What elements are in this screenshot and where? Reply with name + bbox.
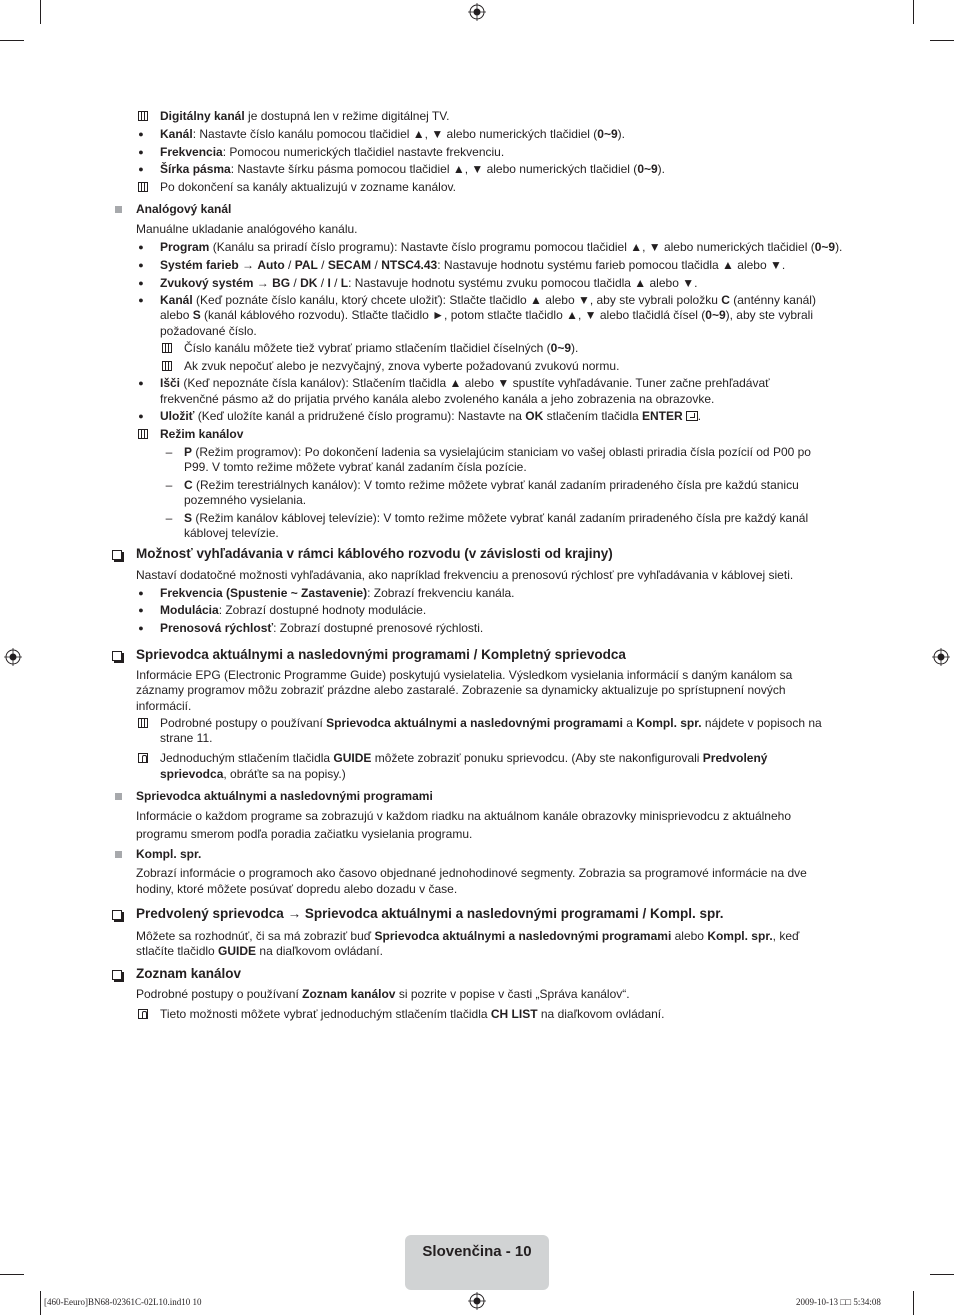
text-line [160,602,426,618]
text-run: P99. V tomto režime môžete vybrať kanál zadaním čísla pozície. [184,460,527,474]
text-run: je dostupná len v režime digitálnej TV. [244,109,450,123]
text-run: strane 11. [160,731,213,745]
bold-text: Modulácia [160,603,219,617]
bold-text: NTSC4.43 [381,258,438,272]
text-line [136,928,799,944]
text-line [160,323,257,339]
text-run: Informácie o každom programe sa zobrazujú v každom riadku na aktuálnom kanále obrazovky minisprievodcu z aktuálneho [136,809,792,823]
text-line [184,444,811,460]
remote-button-icon [138,1009,148,1019]
dash-marker: – [165,445,173,459]
text-run: Číslo kanálu môžete tiež vybrať priamo stlačením tlačidiel číselných ( [184,341,551,355]
text-run: / [371,258,382,272]
bold-text: Kompl. spr. [636,716,702,730]
text-run: Zobrazí informácie o programoch ako časovo objednané jednohodinové segmenty. Zobrazia sa programové informácie na dve [136,866,807,880]
subsection-heading [136,788,433,804]
bold-text: I [327,276,331,290]
text-run: → [238,258,258,272]
bullet-icon: ● [138,260,144,270]
text-run: : Pomocou numerických tlačidiel nastavte frekvenciu. [222,145,505,159]
registration-mark-icon [468,1292,486,1310]
bold-text: Auto [257,258,285,272]
bullet-icon: ● [138,295,144,305]
bold-text: ENTER [642,409,683,423]
page-number-tab [405,1235,549,1290]
text-run: Podrobné postupy o používaní [136,987,303,1001]
text-line [136,986,630,1002]
bold-text: DK [300,276,318,290]
bold-text: S [192,308,201,322]
text-run: stlačením tlačidla [543,409,643,423]
bold-text: GUIDE [333,751,372,765]
text-run: Podrobné postupy o používaní [160,716,327,730]
text-run: : Zobrazí dostupné prenosové rýchlosti. [273,621,484,635]
bold-text: Kanál [160,127,193,141]
bold-text: Sprievodca aktuálnymi a nasledovnými programami [136,789,433,803]
subsection-heading [136,201,231,217]
section-heading [136,966,241,982]
bold-text: Predvolený [702,751,768,765]
crop-mark [930,40,954,41]
bold-text: Sprievodca aktuálnymi a nasledovnými programami [374,929,672,943]
text-run: Tieto možnosti môžete vybrať jednoduchým stlačením tlačidla [160,1007,491,1021]
punctuation: . [697,409,702,423]
text-run: : Nastavuje hodnotu systému zvuku pomocou tlačidla ▲ alebo ▼. [348,276,698,290]
text-run: nájdete v popisoch na [701,716,822,730]
bold-text: PAL [294,258,318,272]
text-run: frekvenčné pásmo až do prijatia prvého kanála alebo zvoleného kanála a jeho zobrazenia na obrazovke. [160,392,715,406]
text-run: alebo [671,929,708,943]
text-line [184,459,527,475]
text-run: → [253,276,273,290]
bold-text: Šírka pásma [160,162,231,176]
bold-text: Predvolený sprievodca [136,906,284,921]
text-line [160,408,701,424]
text-line [136,865,807,881]
square-bullet-icon [115,206,122,213]
bullet-icon: ● [138,623,144,633]
bold-text: Uložiť [160,409,195,423]
text-line [184,525,279,541]
text-run: / [330,276,341,290]
subsection-heading [136,846,201,862]
registration-mark-icon [468,3,486,21]
text-run: : Zobrazí dostupné hodnoty modulácie. [218,603,427,617]
crop-mark [913,0,914,24]
dash-marker: – [165,511,173,525]
text-run: alebo [160,308,193,322]
text-run: Informácie EPG (Electronic Programme Guide) poskytujú vysielatelia. Výsledkom vysielania informácií s daným kanálom sa [136,668,793,682]
text-run: a [622,716,637,730]
text-line [160,108,450,124]
bold-text: Program [160,240,210,254]
bold-text: GUIDE [218,944,257,958]
bullet-icon: ● [138,411,144,421]
page-number-label: Slovenčina - 10 [422,1243,532,1260]
text-line [160,1006,664,1022]
bold-text: P [184,445,193,459]
bullet-icon: ● [138,588,144,598]
text-run: (Keď nepoznáte čísla kanálov): Stlačením tlačidla ▲ alebo ▼ spustíte vyhľadávanie. Tuner začne prehľadávať [180,376,770,390]
text-line [160,292,816,308]
text-run: pozemného vysielania. [184,493,307,507]
bold-text: Frekvencia [160,145,223,159]
crop-mark [40,0,41,24]
registration-mark-icon [4,648,22,666]
text-run: : Nastavuje hodnotu systému farieb pomocou tlačidla ▲ alebo ▼. [437,258,786,272]
section-heading [136,906,723,922]
text-line [136,567,793,583]
bold-text: C [184,478,193,492]
bold-text: Sprievodca aktuálnymi a nasledovnými programami / Kompletný sprievodca [136,647,626,662]
text-run: (kanál káblového rozvodu). Stlačte tlačidlo ►, potom stlačte tlačidlo ▲, ▼ alebo tlačidlá čísel ( [200,308,706,322]
text-line [136,943,383,959]
text-run: (Režim terestriálnych kanálov): V tomto režime môžete vybrať kanál zadaním priradeného čísla pre každú stanicu [192,478,799,492]
text-run: programu smerom podľa poradia začiatku vysielania programu. [136,827,473,841]
text-run: na diaľkovom ovládaní. [537,1007,665,1021]
section-checkbox-icon [112,970,122,980]
bold-text: Prenosová rýchlosť [160,621,274,635]
text-line [160,126,625,142]
crop-mark [0,1274,24,1275]
text-line [136,667,792,683]
crop-mark [913,1291,914,1315]
text-run: ). [835,240,843,254]
bullet-icon: ● [138,378,144,388]
text-run: / [290,276,301,290]
bullet-icon: ● [138,278,144,288]
text-run: , obráťte sa na popisy.) [223,767,346,781]
text-line [184,340,578,356]
bold-text: 0~9 [705,308,726,322]
square-bullet-icon [115,793,122,800]
text-run: (anténny kanál) [729,293,816,307]
bold-text: Sprievodca aktuálnymi a nasledovnými programami / Kompl. spr. [304,906,724,921]
text-line [160,144,504,160]
bold-text: BG [272,276,291,290]
bold-text: CH LIST [490,1007,538,1021]
enter-button-icon [686,411,698,421]
bold-text: Zvukový systém [160,276,254,290]
text-run: (Kanálu sa priradí číslo programu): Nastavte číslo programu pomocou tlačidiel ▲, ▼ alebo numerických tlačidiel ( [209,240,815,254]
text-line [136,682,786,698]
text-line [160,239,842,255]
text-run: hodiny, ktoré môžete posúvať dopredu alebo dozadu v čase. [136,882,458,896]
bold-text: C [721,293,730,307]
text-line [160,715,822,731]
text-line [160,179,456,195]
text-line [160,161,665,177]
text-line [160,307,813,323]
bullet-icon: ● [138,242,144,252]
section-checkbox-icon [112,910,122,920]
bold-text: Frekvencia (Spustenie ~ Zastavenie) [160,586,368,600]
bold-text: SECAM [327,258,372,272]
text-line [184,477,799,493]
text-line [160,750,767,766]
section-heading [136,546,613,562]
text-run: (Režim kanálov káblovej televízie): V tomto režime môžete vybrať kanál zadaním priradeného čísla pre každý kanál [192,511,809,525]
text-run: káblovej televízie. [184,526,279,540]
bold-text: Išči [160,376,181,390]
section-checkbox-icon [112,651,122,661]
registration-mark-icon [932,648,950,666]
text-line [160,426,243,442]
text-run: / [317,258,328,272]
note-icon [162,361,172,371]
bullet-icon: ● [138,129,144,139]
crop-mark [40,1291,41,1315]
text-run: ). [657,162,666,176]
section-checkbox-icon [112,550,122,560]
crop-mark [930,1274,954,1275]
bold-text: Možnosť vyhľadávania v rámci káblového rozvodu (v závislosti od krajiny) [136,546,613,561]
bold-text: Analógový kanál [136,202,232,216]
note-icon [138,718,148,728]
text-line [136,826,472,842]
text-run: si pozrite v popise v časti „Správa kanálov“. [395,987,630,1001]
bold-text: Zoznam kanálov [302,987,396,1001]
bold-text: S [184,511,193,525]
crop-mark [0,40,24,41]
text-line [160,257,785,273]
text-run: informácií. [136,699,192,713]
text-run: : Zobrazí frekvenciu kanála. [367,586,515,600]
note-icon [138,111,148,121]
text-run: stlačíte tlačidlo [136,944,219,958]
bold-text: 0~9 [550,341,572,355]
text-line [160,620,483,636]
text-run: Jednoduchým stlačením tlačidla [160,751,334,765]
bold-text: 0~9 [597,127,618,141]
text-run: Môžete sa rozhodnúť, či sa má zobraziť buď [136,929,375,943]
bold-text: Sprievodca aktuálnymi a nasledovnými programami [326,716,623,730]
text-run: ), aby ste vybrali [725,308,813,322]
section-heading [136,647,626,663]
bold-text: Kompl. spr. [707,929,773,943]
text-run: , keď [772,929,800,943]
text-run: ). [617,127,625,141]
bullet-icon: ● [138,164,144,174]
bold-text: Režim kanálov [160,427,244,441]
text-run: požadované číslo. [160,324,257,338]
text-line [160,275,697,291]
text-line [136,808,791,824]
text-line [136,221,358,237]
text-run: na diaľkovom ovládaní. [256,944,383,958]
text-run: / [317,276,328,290]
note-icon [138,182,148,192]
bold-text: 0~9 [814,240,836,254]
text-line [160,766,346,782]
bold-text: L [340,276,349,290]
text-run: Nastaví dodatočné možnosti vyhľadávania, ako napríklad frekvenciu a prenosovú rýchlosť pre vyhľadávania v káblovej sieti. [136,568,794,582]
text-run: : Nastavte šírku pásma pomocou tlačidiel ▲, ▼ alebo numerických tlačidiel ( [230,162,638,176]
text-run: (Režim programov): Po dokončení ladenia sa vysielajúcim staniciam vo vašej oblasti priradia čísla pozícií od P00 po [192,445,811,459]
text-run: → [283,906,305,921]
text-run: ). [571,341,579,355]
text-run: môžete zobraziť ponuku sprievodcu. (Aby ste nakonfigurovali [371,751,703,765]
text-line [136,698,191,714]
print-slug-right: 2009-10-13 □□ 5:34:08 [796,1297,881,1307]
bold-text: OK [525,409,544,423]
text-run: : Nastavte číslo kanálu pomocou tlačidiel ▲, ▼ alebo numerických tlačidiel ( [192,127,598,141]
bullet-icon: ● [138,605,144,615]
text-line [160,391,714,407]
bold-text: Digitálny kanál [160,109,245,123]
remote-button-icon [138,753,148,763]
bold-text: Systém farieb [160,258,239,272]
text-run: (Keď poznáte číslo kanálu, ktorý chcete uložiť): Stlačte tlačidlo ▲ alebo ▼, aby ste vybrali položku [192,293,722,307]
text-line [160,585,515,601]
bold-text: sprievodca [160,767,224,781]
text-run: Ak zvuk nepočuť alebo je nezvyčajný, znova vyberte požadovanú zvukovú normu. [184,359,620,373]
text-run: Po dokončení sa kanály aktualizujú v zozname kanálov. [160,180,456,194]
bold-text: Kompl. spr. [136,847,202,861]
text-run: Manuálne ukladanie analógového kanálu. [136,222,358,236]
text-line [136,881,457,897]
note-icon [162,343,172,353]
bold-text: Zoznam kanálov [136,966,242,981]
bold-text: Kanál [160,293,193,307]
text-run: / [284,258,295,272]
text-run: záznamy programov môžu zobraziť prázdne alebo zastaralé. Zobrazenie sa dynamicky aktualizuje po sprístupnení nových [136,683,786,697]
text-run: (Keď uložíte kanál a pridružené číslo programu): Nastavte na [194,409,526,423]
text-line [184,510,808,526]
dash-marker: – [165,478,173,492]
bullet-icon: ● [138,147,144,157]
note-icon [138,429,148,439]
text-line [184,358,619,374]
print-slug-left: [460-Eeuro]BN68-02361C-02L10.ind10 10 [44,1297,202,1307]
square-bullet-icon [115,851,122,858]
text-line [184,492,306,508]
text-line [160,375,770,391]
bold-text: 0~9 [637,162,658,176]
text-line [160,730,212,746]
